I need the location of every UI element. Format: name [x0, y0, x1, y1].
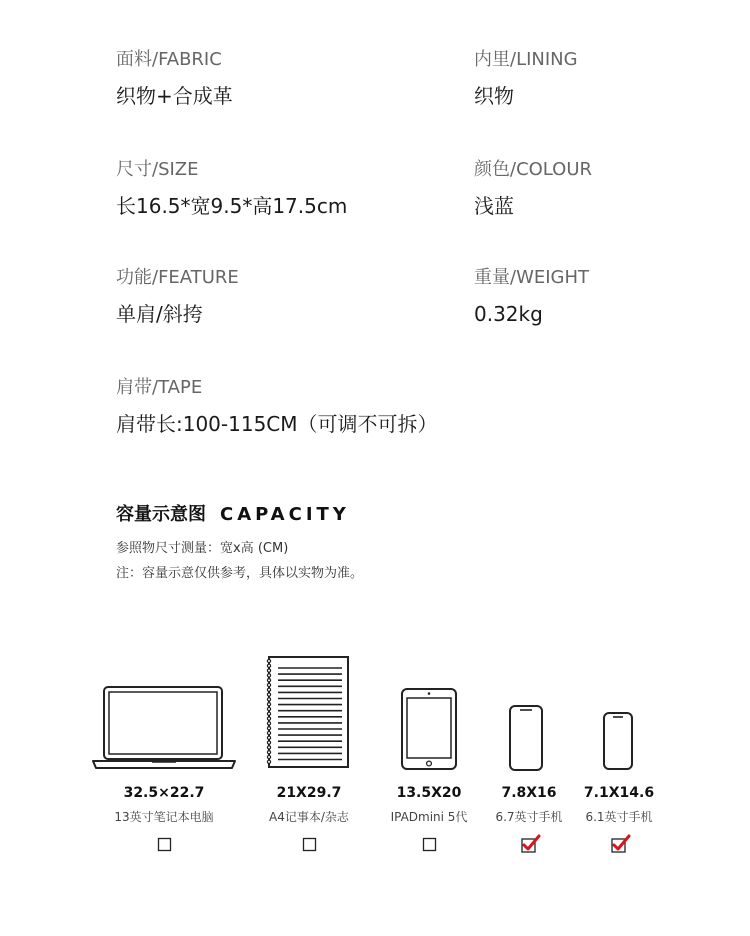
capacity-title-en: CAPACITY: [220, 504, 350, 525]
spec-colour: [474, 159, 592, 219]
spec-size: [116, 159, 347, 219]
spec-label: 肩带/TAPE: [116, 377, 203, 398]
spec-label: 功能/FEATURE: [116, 267, 239, 288]
checkbox-phone-67[interactable]: [521, 834, 541, 854]
spec-value: 浅蓝: [474, 194, 514, 218]
item-dim-phone-61: 7.1X14.6: [583, 785, 655, 801]
spec-label: 尺寸/SIZE: [116, 159, 199, 180]
spec-value: 织物+合成革: [116, 84, 233, 108]
spec-feature: [116, 267, 239, 327]
spec-label: 颜色/COLOUR: [474, 159, 593, 180]
tablet-icon: [399, 686, 459, 772]
spec-tape: [116, 377, 438, 437]
item-name-phone-67: 6.7英寸手机: [495, 810, 563, 824]
item-name-laptop: 13英寸笔记本电脑: [114, 810, 214, 824]
capacity-title-cn: 容量示意图: [116, 504, 206, 525]
spec-weight: [474, 267, 589, 327]
spec-value: 长16.5*宽9.5*高17.5cm: [116, 194, 348, 218]
checkbox-laptop[interactable]: [157, 837, 173, 853]
spec-label: 重量/WEIGHT: [474, 267, 590, 288]
phone-icon: [508, 704, 544, 772]
spec-label: 内里/LINING: [474, 49, 578, 70]
notebook-icon: [262, 654, 352, 770]
phone-small-icon: [602, 711, 634, 771]
spec-value: 肩带长:100-115CM（可调不可拆）: [116, 412, 438, 436]
item-name-notebook: A4记事本/杂志: [269, 810, 349, 824]
checkbox-tablet[interactable]: [422, 837, 438, 853]
checkbox-notebook[interactable]: [302, 837, 318, 853]
spec-lining: [474, 49, 578, 109]
spec-fabric: [116, 49, 233, 109]
spec-value: 织物: [474, 84, 514, 108]
item-dim-tablet: 13.5X20: [396, 785, 462, 801]
item-name-tablet: IPADmini 5代: [390, 810, 468, 824]
spec-label: 面料/FABRIC: [116, 49, 222, 70]
spec-value: 0.32kg: [474, 302, 543, 326]
item-name-phone-61: 6.1英寸手机: [585, 810, 653, 824]
item-dim-phone-67: 7.8X16: [501, 785, 557, 801]
item-dim-laptop: 32.5×22.7: [123, 785, 205, 801]
item-dim-notebook: 21X29.7: [276, 785, 342, 801]
capacity-note-measure: 参照物尺寸测量：宽x高 (CM): [116, 541, 289, 556]
laptop-icon: [92, 684, 236, 772]
checkbox-phone-61[interactable]: [611, 834, 631, 854]
capacity-title: [116, 500, 350, 526]
capacity-note-disclaimer: 注：容量示意仅供参考，具体以实物为准。: [116, 566, 364, 581]
spec-value: 单肩/斜挎: [116, 302, 203, 326]
